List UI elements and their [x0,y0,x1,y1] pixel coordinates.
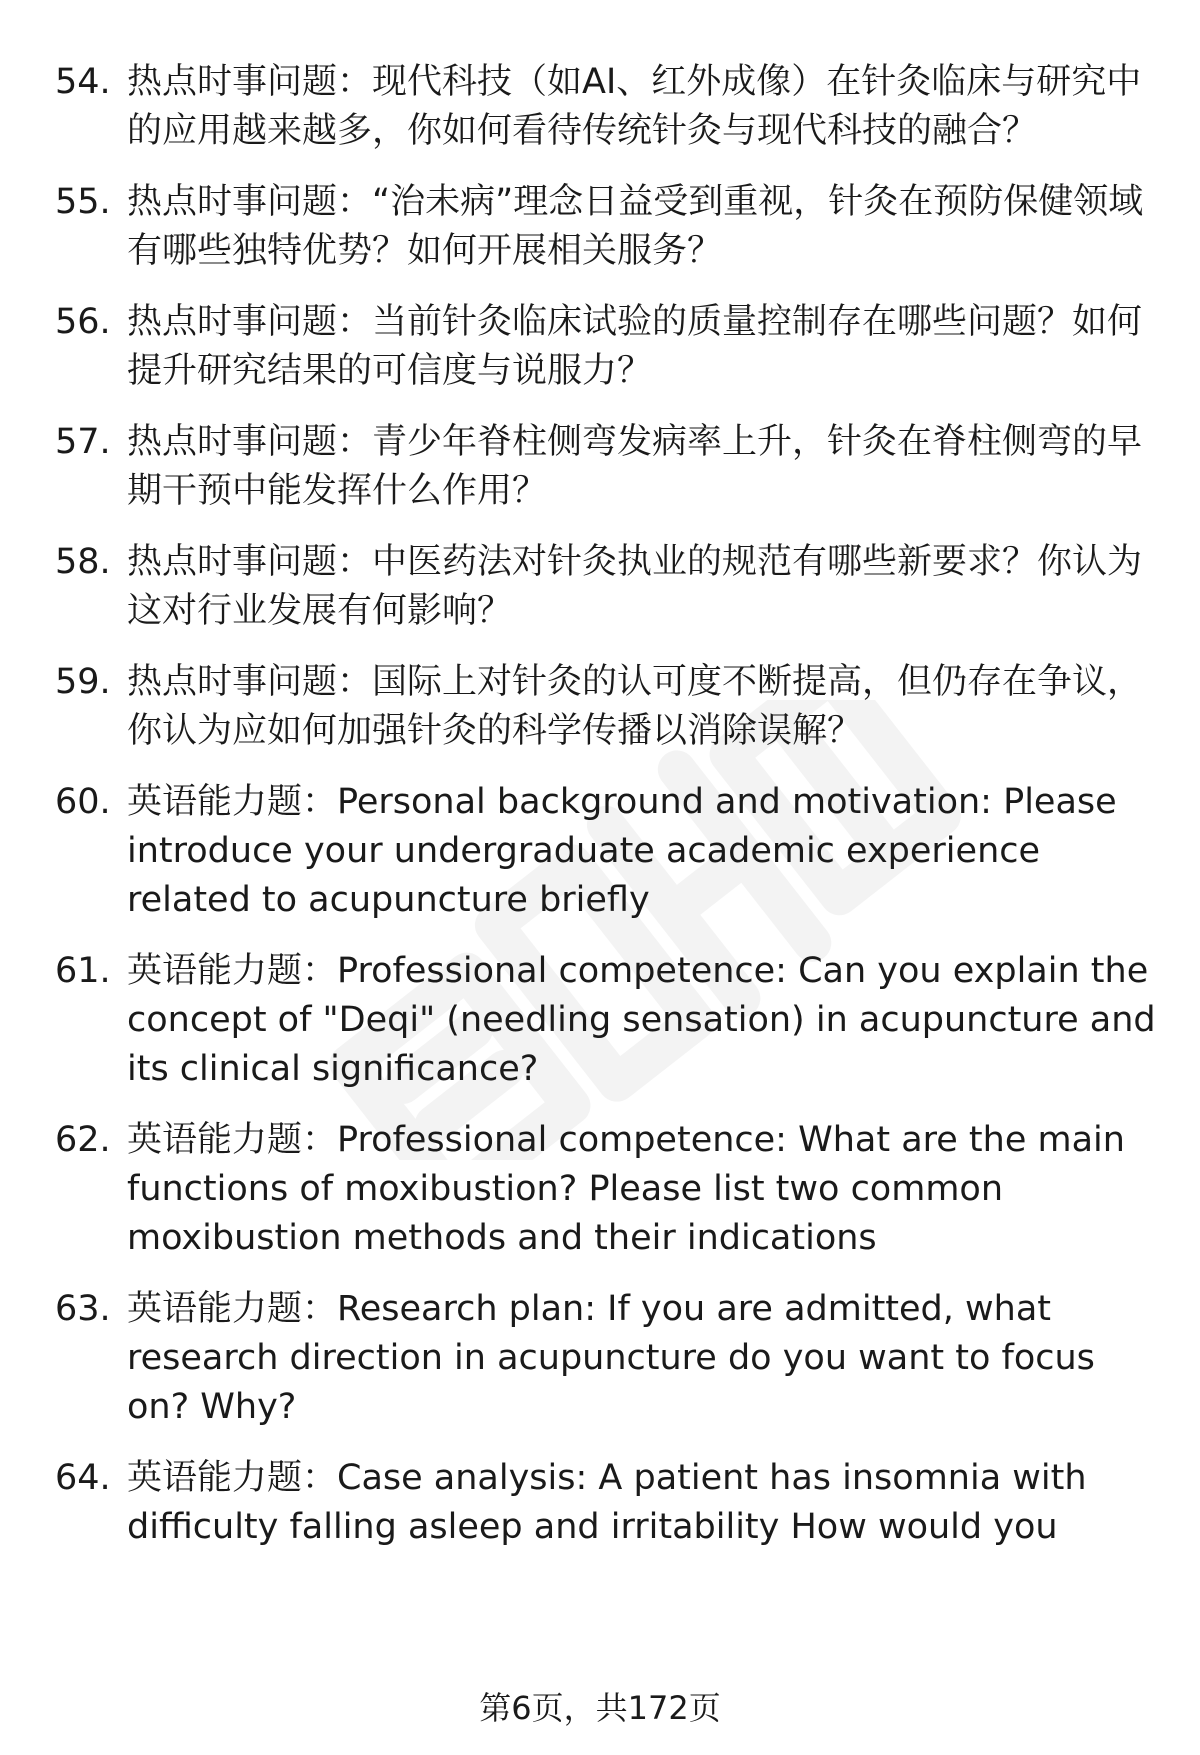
question-number: 56. [55,302,111,342]
question-item [55,58,1165,156]
question-number: 63. [55,1289,111,1329]
question-item [55,178,1165,276]
question-item [55,298,1165,396]
question-text: 热点时事问题：现代科技（如AI、红外成像）在针灸临床与研究中的应用越来越多，你如何看待传统针灸与现代科技的融合？ [127,62,1142,151]
question-text: 英语能力题：Professional competence: What are the main functions of moxibustion? Please list two common moxibustion methods and their indications [127,1120,1125,1258]
question-text: 英语能力题：Research plan: If you are admitted, what research direction in acupuncture do you want to focus on? Why? [127,1289,1095,1427]
question-number: 61. [55,951,111,991]
question-item [55,947,1165,1094]
question-text: 热点时事问题：当前针灸临床试验的质量控制存在哪些问题？如何提升研究结果的可信度与说服力？ [127,302,1143,391]
question-number: 62. [55,1120,111,1160]
question-item [55,418,1165,516]
question-text: 热点时事问题：青少年脊柱侧弯发病率上升，针灸在脊柱侧弯的早期干预中能发挥什么作用？ [127,422,1143,511]
question-number: 54. [55,62,111,102]
question-number: 64. [55,1458,111,1498]
question-list [55,58,1165,1552]
question-text: 热点时事问题：国际上对针灸的认可度不断提高，但仍存在争议，你认为应如何加强针灸的科学传播以消除误解？ [127,662,1143,751]
question-item [55,1454,1165,1552]
question-number: 55. [55,182,111,222]
question-item [55,1116,1165,1263]
question-item [55,538,1165,636]
question-item [55,658,1165,756]
question-number: 59. [55,662,111,702]
page-footer: 第6页，共172页 [479,1689,721,1727]
question-text: 英语能力题：Professional competence: Can you explain the concept of "Deqi" (needling sensation) in acupuncture and its clinical significance? [127,951,1156,1089]
question-text: 热点时事问题：“治未病”理念日益受到重视，针灸在预防保健领域有哪些独特优势？如何开展相关服务？ [127,182,1144,271]
question-text: 英语能力题：Personal background and motivation: Please introduce your undergraduate academic experience related to acupuncture briefly [127,782,1117,920]
question-item [55,778,1165,925]
question-number: 60. [55,782,111,822]
question-number: 57. [55,422,111,462]
question-text: 英语能力题：Case analysis: A patient has insomnia with difficulty falling asleep and irritability How would you [127,1458,1087,1547]
question-number: 58. [55,542,111,582]
question-item [55,1285,1165,1432]
question-text: 热点时事问题：中医药法对针灸执业的规范有哪些新要求？你认为这对行业发展有何影响？ [127,542,1143,631]
